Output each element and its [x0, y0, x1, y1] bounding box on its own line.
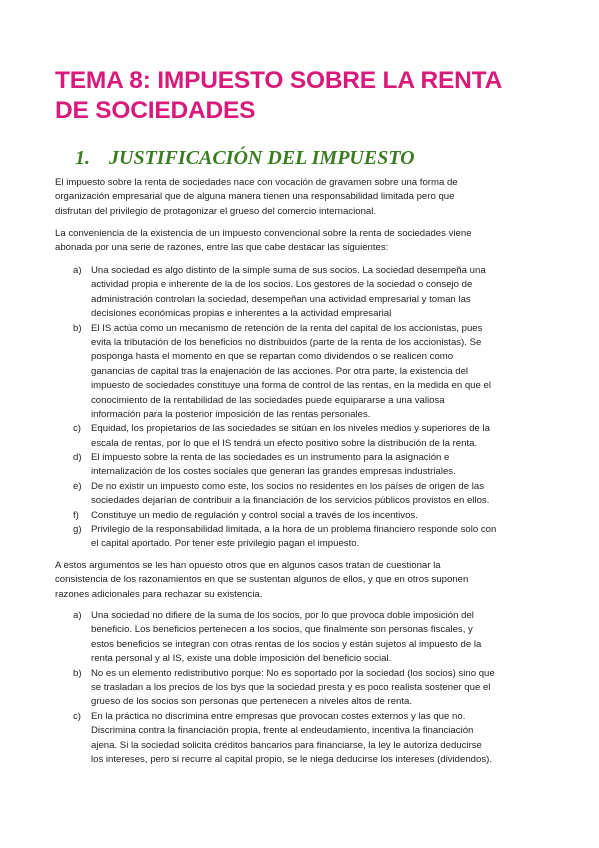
- text-line: sociedades dejarían de contribuir a la financiación de los servicios públicos provistos en ellos.: [91, 495, 490, 507]
- list-marker: f): [73, 509, 79, 521]
- text-line: conocimiento de la rentabilidad de las sociedades puede equipararse a una valiosa: [91, 394, 445, 406]
- list-item: [55, 422, 555, 451]
- text-line: ganancias de capital tras la enajenación de las acciones. Por otra parte, la existencia del: [91, 365, 469, 377]
- list-marker: a): [73, 265, 82, 276]
- text-line: estos beneficios se integran con otras rentas de los socios y están sujetos al impuesto de la: [91, 638, 482, 650]
- text-line: el capital aportado. Por tener este privilegio pagan el impuesto.: [91, 538, 360, 550]
- text-line: internalización de los costes sociales que generan las grandes empresas industriales.: [91, 466, 456, 478]
- section-title: JUSTIFICACIÓN DEL IMPUESTO: [109, 147, 415, 169]
- text-line: Equidad, los propietarios de las sociedades se sitúan en los niveles medios y superiores de la: [91, 423, 490, 435]
- text-line: impuesto de sociedades constituye una forma de control de las rentas, en la medida en que el: [91, 380, 491, 392]
- text-line: ajena. Si la sociedad solicita créditos bancarios para financiarse, la ley le autoriza deducirse: [91, 739, 482, 751]
- list-item: [55, 451, 555, 480]
- list-marker: a): [73, 610, 82, 621]
- list-marker: c): [73, 423, 81, 435]
- objections-list: [55, 609, 555, 767]
- text-line: renta personal y al IS, existe una doble imposición del beneficio social.: [91, 653, 392, 665]
- text-line: administración controlan la sociedad, desempeñan una actividad empresarial y toman las: [91, 293, 471, 305]
- list-item: [55, 264, 555, 322]
- objections-paragraph: [55, 559, 555, 602]
- text-line: información para la posterior imposición de las rentas personales.: [91, 408, 371, 420]
- section-heading: [75, 146, 415, 170]
- reasons-list: [55, 264, 555, 552]
- title-line: DE SOCIEDADES: [55, 97, 256, 124]
- text-line: A estos argumentos se les han opuesto otros que en algunos casos tratan de cuestionar la: [55, 560, 441, 571]
- list-item: [55, 667, 555, 710]
- list-item: [55, 322, 555, 423]
- list-marker: b): [73, 667, 82, 679]
- list-item: [55, 710, 555, 768]
- text-line: El impuesto sobre la renta de las sociedades es un instrumento para la asignación e: [91, 452, 450, 464]
- list-item: [55, 523, 555, 552]
- text-line: razones adicionales para rechazar su existencia.: [55, 588, 263, 600]
- text-line: No es un elemento redistributivo porque: No es soportado por la sociedad (los socios) sino que: [91, 667, 495, 679]
- text-line: los intereses, pero si recurre al capital propio, se le niega deducirse los intereses (dividendos).: [91, 753, 493, 765]
- list-item: [55, 480, 555, 509]
- text-line: consistencia de los razonamientos en que se sustentan algunos de ellos, y que en otros suponen: [55, 574, 469, 586]
- text-line: abonada por una serie de razones, entre las que cabe destacar las siguientes:: [55, 242, 389, 254]
- list-marker: e): [73, 480, 82, 492]
- text-line: se trasladan a los precios de los bys que la sociedad presta y es poco realista sostener que el: [91, 681, 491, 693]
- text-line: La conveniencia de la existencia de un impuesto convencional sobre la renta de sociedades viene: [55, 228, 472, 239]
- title-line: TEMA 8: IMPUESTO SOBRE LA RENTA: [55, 67, 503, 94]
- section-number: 1.: [75, 147, 90, 169]
- text-line: disfrutan del privilegio de protagonizar el grueso del comercio internacional.: [55, 205, 377, 217]
- text-line: Una sociedad es algo distinto de la simple suma de sus socios. La sociedad desempeña una: [91, 265, 486, 276]
- text-line: Constituye un medio de regulación y control social a través de los incentivos.: [91, 509, 418, 521]
- text-line: organización empresarial que de alguna manera tienen una responsabilidad limitada pero que: [55, 191, 455, 203]
- text-line: grueso de los socios son personas que pertenecen a niveles altos de renta.: [91, 696, 413, 708]
- text-line: actividad propia e inherente de la de los socios. Los gestores de la sociedad o consejo de: [91, 279, 473, 291]
- reasons-paragraph: [55, 227, 555, 256]
- text-line: decisiones económicas propias e inherentes a la actividad empresarial: [91, 308, 392, 320]
- text-line: En la práctica no discrimina entre empresas que provocan costes externos y las que no.: [91, 710, 466, 722]
- text-line: El IS actúa como un mecanismo de retención de la renta del capital de los accionistas, pues: [91, 322, 483, 334]
- text-line: Discrimina contra la financiación propia, frente al endeudamiento, incentiva la financiación: [91, 725, 474, 737]
- intro-paragraph: [55, 176, 555, 219]
- text-line: posponga hasta el momento en que se repartan como dividendos o se realicen como: [91, 351, 454, 363]
- list-marker: g): [73, 524, 82, 536]
- text-line: Una sociedad no difiere de la suma de los socios, por lo que provoca doble imposición del: [91, 610, 474, 621]
- text-line: Privilegio de la responsabilidad limitada, a la hora de un problema financiero responde solo con: [91, 524, 497, 536]
- page-title: [55, 66, 555, 126]
- text-line: De no existir un impuesto como este, los socios no residentes en los países de origen de las: [91, 480, 485, 492]
- text-line: evita la tributación de los beneficios no distribuidos (parte de la renta de los accionistas). Se: [91, 336, 482, 348]
- text-line: beneficio. Los beneficios pertenecen a los socios, que finalmente son personas fiscales, y: [91, 624, 473, 636]
- text-line: escala de rentas, por lo que el IS tendrá un efecto positivo sobre la distribución de la renta.: [91, 437, 478, 449]
- list-marker: d): [73, 452, 82, 464]
- list-marker: b): [73, 322, 82, 334]
- list-item: [55, 509, 555, 523]
- list-item: [55, 609, 555, 667]
- text-line: El impuesto sobre la renta de sociedades nace con vocación de gravamen sobre una forma de: [55, 177, 458, 188]
- list-marker: c): [73, 710, 81, 722]
